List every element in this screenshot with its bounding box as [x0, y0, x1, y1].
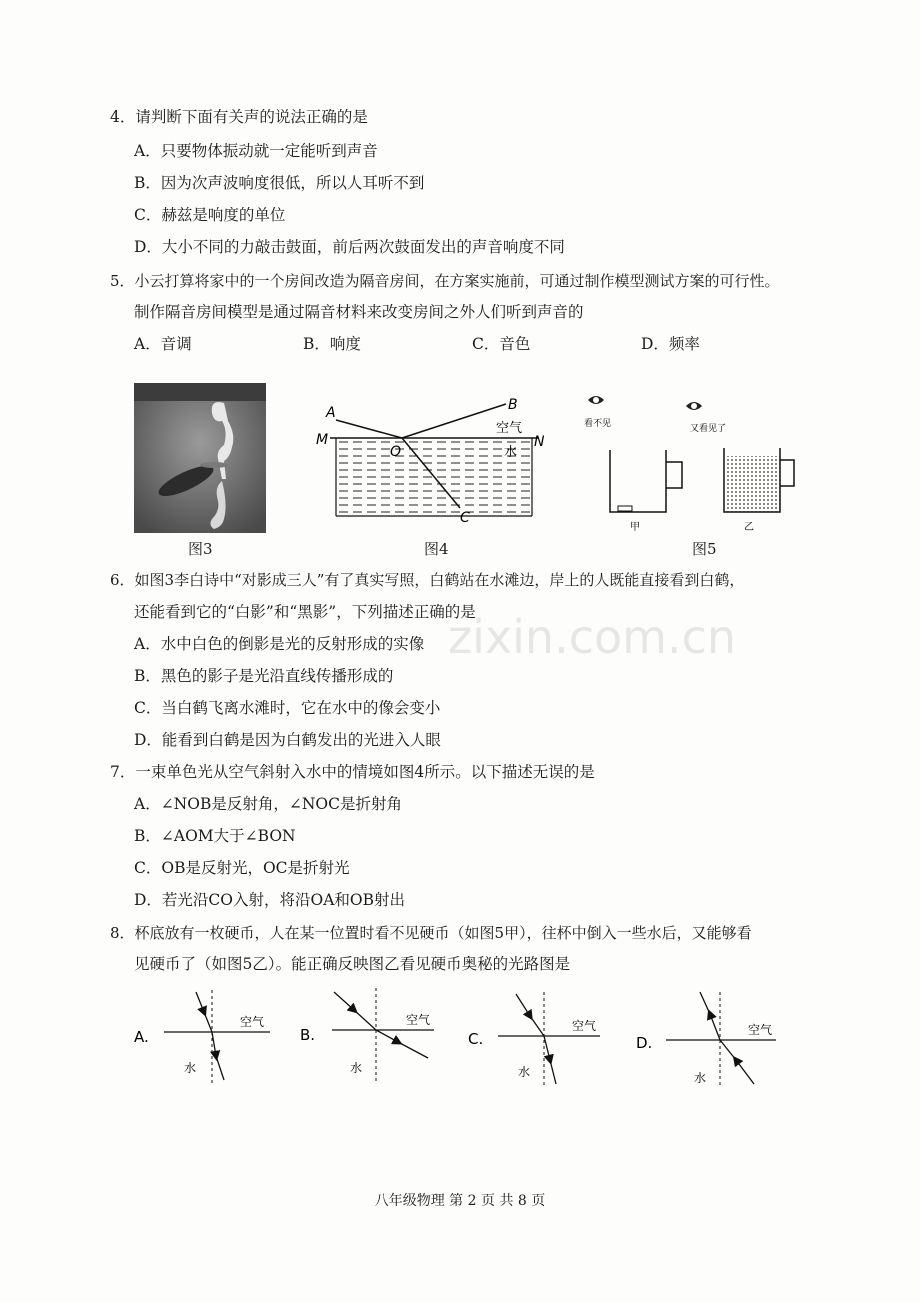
q7-option-d: D．若光沿CO入射，将沿OA和OB射出: [134, 891, 405, 909]
label-c: C: [460, 510, 470, 526]
q8-stem-line2: 见硬币了（如图5乙）。能正确反映图乙看见硬币奥秘的光路图是: [134, 955, 571, 973]
figure5-cups-diagram: [578, 386, 808, 538]
q7-option-c: C．OB是反射光，OC是折射光: [134, 859, 350, 877]
figure4-refraction-diagram: [310, 390, 560, 532]
label-jia: 甲: [630, 522, 640, 533]
q8-option-d-label: D.: [636, 1034, 653, 1052]
q8-d-water: 水: [694, 1071, 707, 1085]
q7-stem: 7．一束单色光从空气斜射入水中的情境如图4所示。以下描述无误的是: [110, 763, 595, 781]
page-footer: 八年级物理 第 2 页 共 8 页: [374, 1193, 546, 1209]
q8-b-water: 水: [350, 1061, 363, 1075]
q7-option-a: A．∠NOB是反射角，∠NOC是折射角: [134, 795, 402, 813]
ray-ob: [402, 404, 506, 438]
label-o: O: [390, 444, 402, 460]
cup-jia: [610, 450, 682, 512]
q8-option-b-diagram: [300, 988, 434, 1084]
label-yi: 乙: [744, 522, 754, 533]
figure4-caption: 图4: [424, 540, 449, 558]
cup-yi: [724, 448, 794, 512]
q5-option-a: A．音调: [134, 335, 192, 353]
label-water: 水: [504, 445, 518, 460]
label-air: 空气: [496, 421, 523, 436]
q4-option-a: A．只要物体振动就一定能听到声音: [134, 142, 378, 160]
eye-icon: [686, 402, 702, 410]
q5-stem-line1: 5．小云打算将家中的一个房间改造为隔音房间，在方案实施前，可通过制作模型测试方案的可行性。: [110, 272, 780, 290]
eye-icon: [588, 396, 604, 404]
q5-option-c: C．音色: [472, 335, 531, 353]
figure5-caption: 图5: [692, 540, 717, 558]
q8-a-air: 空气: [240, 1015, 265, 1029]
q8-option-a-diagram: [134, 990, 270, 1084]
q6-stem-line1: 6．如图3李白诗中“对影成三人”有了真实写照，白鹤站在水滩边，岸上的人既能直接看到白鹤，: [110, 571, 745, 589]
q8-d-air: 空气: [748, 1023, 773, 1037]
label-n: N: [534, 434, 545, 450]
q4-option-b: B．因为次声波响度很低，所以人耳听不到: [134, 174, 425, 192]
q8-option-c-diagram: [468, 992, 600, 1088]
label-a: A: [326, 405, 336, 421]
label-m: M: [316, 432, 329, 448]
q8-c-water: 水: [518, 1065, 531, 1079]
ray-ao: [336, 420, 402, 438]
label-can-see-again: 又看见了: [690, 424, 727, 434]
label-cannot-see: 看不见: [584, 419, 612, 429]
q5-option-d: D．频率: [641, 335, 700, 353]
q8-c-air: 空气: [572, 1019, 597, 1033]
q4-option-c: C．赫兹是响度的单位: [134, 206, 286, 224]
q8-option-a-label: A.: [134, 1028, 149, 1046]
q6-option-a: A．水中白色的倒影是光的反射形成的实像: [134, 635, 425, 653]
q8-a-water: 水: [184, 1061, 197, 1075]
q4-option-d: D．大小不同的力敲击鼓面，前后两次鼓面发出的声音响度不同: [134, 238, 565, 256]
label-b: B: [508, 397, 518, 413]
q6-option-d: D．能看到白鹤是因为白鹤发出的光进入人眼: [134, 731, 441, 749]
q8-option-b-label: B.: [300, 1026, 316, 1044]
q8-option-d-diagram: [636, 992, 776, 1088]
q8-b-air: 空气: [406, 1013, 431, 1027]
q8-options-diagrams: [128, 984, 808, 1094]
q5-stem-line2: 制作隔音房间模型是通过隔音材料来改变房间之外人们听到声音的: [134, 303, 584, 321]
watermark: zixin.com.cn: [448, 610, 737, 664]
q8-option-c-label: C.: [468, 1030, 484, 1048]
q8-stem-line1: 8．杯底放有一枚硬币，人在某一位置时看不见硬币（如图5甲），往杯中倒入一些水后，又能够看: [110, 924, 752, 942]
q6-option-b: B．黑色的影子是光沿直线传播形成的: [134, 667, 394, 685]
figure3-caption: 图3: [188, 540, 213, 558]
q5-option-b: B．响度: [303, 335, 361, 353]
q6-stem-line2: 还能看到它的“白影”和“黑影”，下列描述正确的是: [134, 603, 476, 621]
q6-option-c: C．当白鹤飞离水滩时，它在水中的像会变小: [134, 699, 441, 717]
q7-option-b: B．∠AOM大于∠BON: [134, 827, 296, 845]
q4-stem: 4．请判断下面有关声的说法正确的是: [110, 108, 368, 126]
figure3-crane-photo: [134, 383, 266, 533]
